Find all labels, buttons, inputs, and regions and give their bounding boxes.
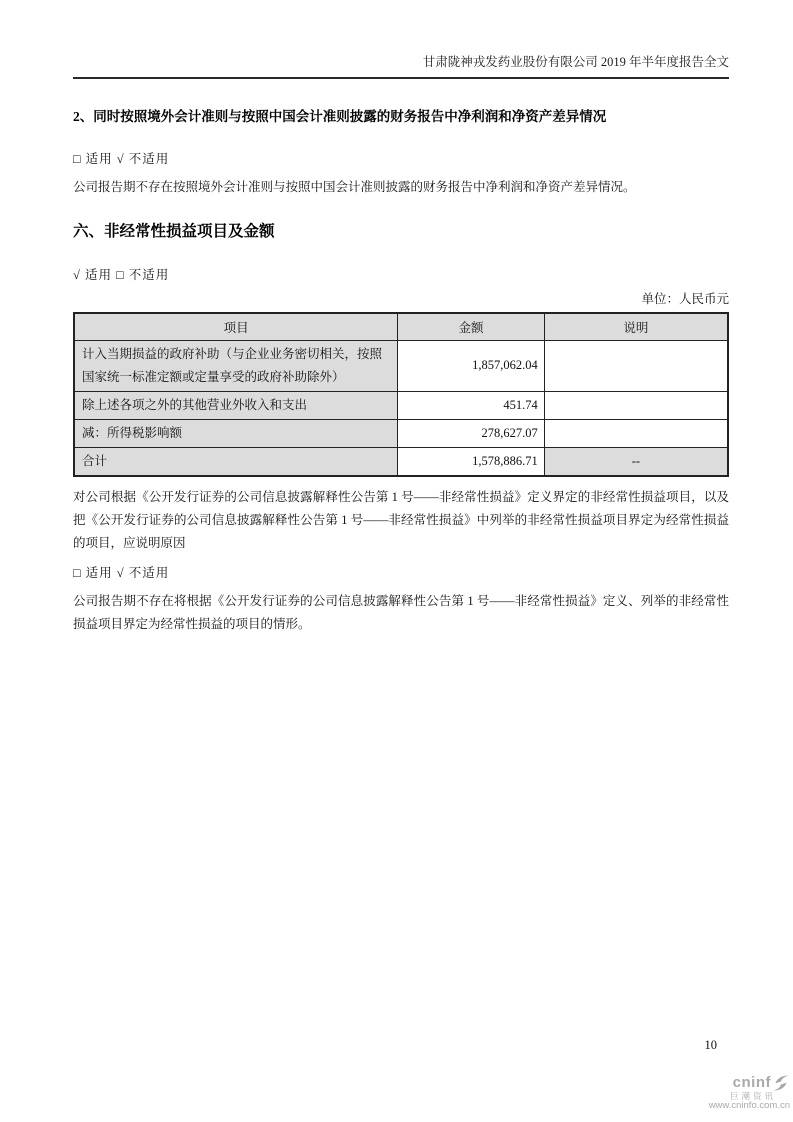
applicability-selector-reclassify: □ 适用 √ 不适用 [73, 565, 170, 580]
nonrecurring-explanation-note: 对公司根据《公开发行证券的公司信息披露解释性公告第 1 号——非经常性损益》定义界定的非经常性损益项目，以及把《公开发行证券的公司信息披露解释性公告第 1 号——非经常性损益》中列举的非经常性损益项目界定为经常性损益的项目，应说明原因 [73, 489, 729, 550]
non-recurring-items-table [73, 312, 729, 477]
cninfo-url: www.cninfo.com.cn [708, 1100, 790, 1112]
table-row-total [74, 447, 728, 476]
amount-cell: 1,578,886.71 [398, 447, 544, 476]
amount-cell: 1,857,062.04 [398, 340, 544, 391]
item-cell: 除上述各项之外的其他营业外收入和支出 [74, 391, 398, 419]
report-header-title: 甘肃陇神戎发药业股份有限公司 2019 年半年度报告全文 [73, 0, 729, 79]
column-header-amount: 金额 [398, 313, 544, 340]
section-heading-accounting-diff: 2、同时按照境外会计准则与按照中国会计准则披露的财务报告中净利润和净资产差异情况 [73, 109, 607, 124]
amount-cell: 278,627.07 [398, 419, 544, 447]
document-page [73, 0, 729, 636]
cninfo-logo-text: cninf [732, 1073, 771, 1091]
amount-cell: 451.74 [398, 391, 544, 419]
currency-unit-label: 单位：人民币元 [641, 292, 729, 306]
table-row-other-income-expense [74, 391, 728, 419]
item-cell: 计入当期损益的政府补助（与企业业务密切相关，按照国家统一标准定额或定量享受的政府补助除外） [74, 340, 398, 391]
note-cell [544, 419, 728, 447]
page-number: 10 [704, 1038, 717, 1052]
section-heading-nonrecurring: 六、非经常性损益项目及金额 [73, 223, 275, 240]
section-diff-body: 公司报告期不存在按照境外会计准则与按照中国会计准则披露的财务报告中净利润和净资产差异情况。 [73, 180, 636, 194]
item-cell: 减：所得税影响额 [74, 419, 398, 447]
applicability-selector-diff: □ 适用 √ 不适用 [73, 152, 170, 166]
applicability-selector-nonrecurring: √ 适用 □ 不适用 [73, 268, 170, 282]
table-header-row [74, 313, 728, 340]
cninfo-chinese-name: 巨潮资讯 [729, 1091, 776, 1101]
column-header-note: 说明 [544, 313, 728, 340]
note-cell: -- [544, 447, 728, 476]
table-row-income-tax-effect [74, 419, 728, 447]
reclassify-body: 公司报告期不存在将根据《公开发行证券的公司信息披露解释性公告第 1 号——非经常性损益》定义、列举的非经常性损益项目界定为经常性损益的项目的情形。 [73, 593, 729, 631]
table-row-government-grants [74, 340, 728, 391]
cninfo-logo [709, 1074, 790, 1112]
cninfo-swirl-icon [772, 1074, 790, 1092]
note-cell [544, 391, 728, 419]
item-cell: 合计 [74, 447, 398, 476]
note-cell [544, 340, 728, 391]
column-header-item: 项目 [74, 313, 398, 340]
